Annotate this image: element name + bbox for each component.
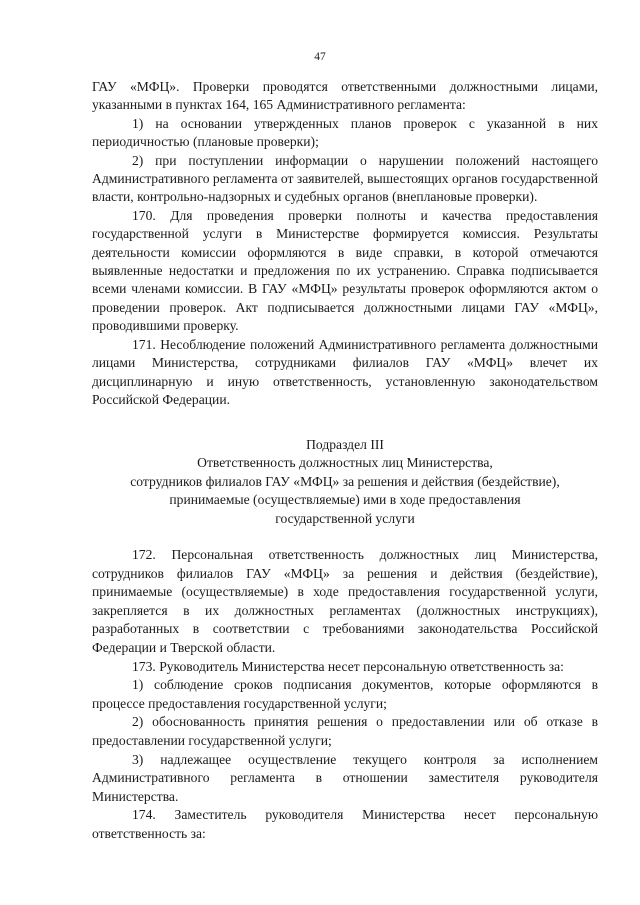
list-item-planned-checks: 1) на основании утвержденных планов проверок с указанной в них периодичностью (плановые проверки); bbox=[92, 115, 598, 150]
subsection-title-line: принимаемые (осуществляемые) ими в ходе предоставления bbox=[169, 492, 521, 508]
subsection-heading bbox=[92, 436, 598, 528]
subsection-title-line: Ответственность должностных лиц Министерства, bbox=[197, 455, 493, 471]
subsection-title-line: сотрудников филиалов ГАУ «МФЦ» за решения и действия (бездействие), bbox=[130, 473, 560, 489]
paragraph-170: 170. Для проведения проверки полноты и качества предоставления государственной услуги в Министерстве формируется комиссия. Результаты деятельности комиссии оформляются в виде справки, в которой отмечаются выявленные недостатки и предложения по их устранению. Справка подписывается всеми членами комиссии. В ГАУ «МФЦ» результаты проверок оформляются актом о проведении проверок. Акт подписывается должностными лицами ГАУ «МФЦ», проводившими проверку. bbox=[92, 207, 598, 334]
list-item-signing-deadlines: 1) соблюдение сроков подписания документов, которые оформляются в процессе предоставления государственной услуги; bbox=[92, 677, 598, 711]
subsection-label: Подраздел III bbox=[306, 437, 384, 452]
paragraph-172: 172. Персональная ответственность должностных лиц Министерства, сотрудников филиалов ГАУ «МФЦ» за решения и действия (бездействие), принимаемые (осуществляемые) в ходе предоставления государственной услуги, закрепляется в их должностных регламентах (должностных инструкциях), разработанных в соответствии с требованиями законодательства Российской Федерации и Тверской области. bbox=[92, 547, 598, 655]
paragraph-174: 174. Заместитель руководителя Министерства несет персональную ответственность за: bbox=[92, 807, 598, 841]
subsection-title-line: государственной услуги bbox=[275, 510, 415, 526]
body-text-top bbox=[92, 78, 598, 409]
body-text-bottom bbox=[92, 546, 598, 844]
list-item-decision-validity: 2) обоснованность принятия решения о предоставлении или об отказе в предоставлении государственной услуги; bbox=[92, 714, 598, 748]
paragraph-continuation: ГАУ «МФЦ». Проверки проводятся ответственными должностными лицами, указанными в пунктах 164, 165 Административного регламента: bbox=[92, 79, 598, 113]
paragraph-173: 173. Руководитель Министерства несет персональную ответственность за: bbox=[132, 658, 564, 674]
page-number: 47 bbox=[314, 51, 326, 63]
paragraph-171: 171. Несоблюдение положений Административного регламента должностными лицами Министерства, сотрудниками филиалов ГАУ «МФЦ» влечет их дисциплинарную и иную ответственность, установленную законодательством Российской Федерации. bbox=[92, 336, 598, 407]
list-item-unplanned-checks: 2) при поступлении информации о нарушении положений настоящего Административного регламента от заявителей, вышестоящих органов государственной власти, контрольно-надзорных и судебных органов (внеплановые проверки). bbox=[92, 152, 598, 205]
list-item-current-control: 3) надлежащее осуществление текущего контроля за исполнением Административного регламента в отношении заместителя руководителя Министерства. bbox=[92, 751, 598, 804]
